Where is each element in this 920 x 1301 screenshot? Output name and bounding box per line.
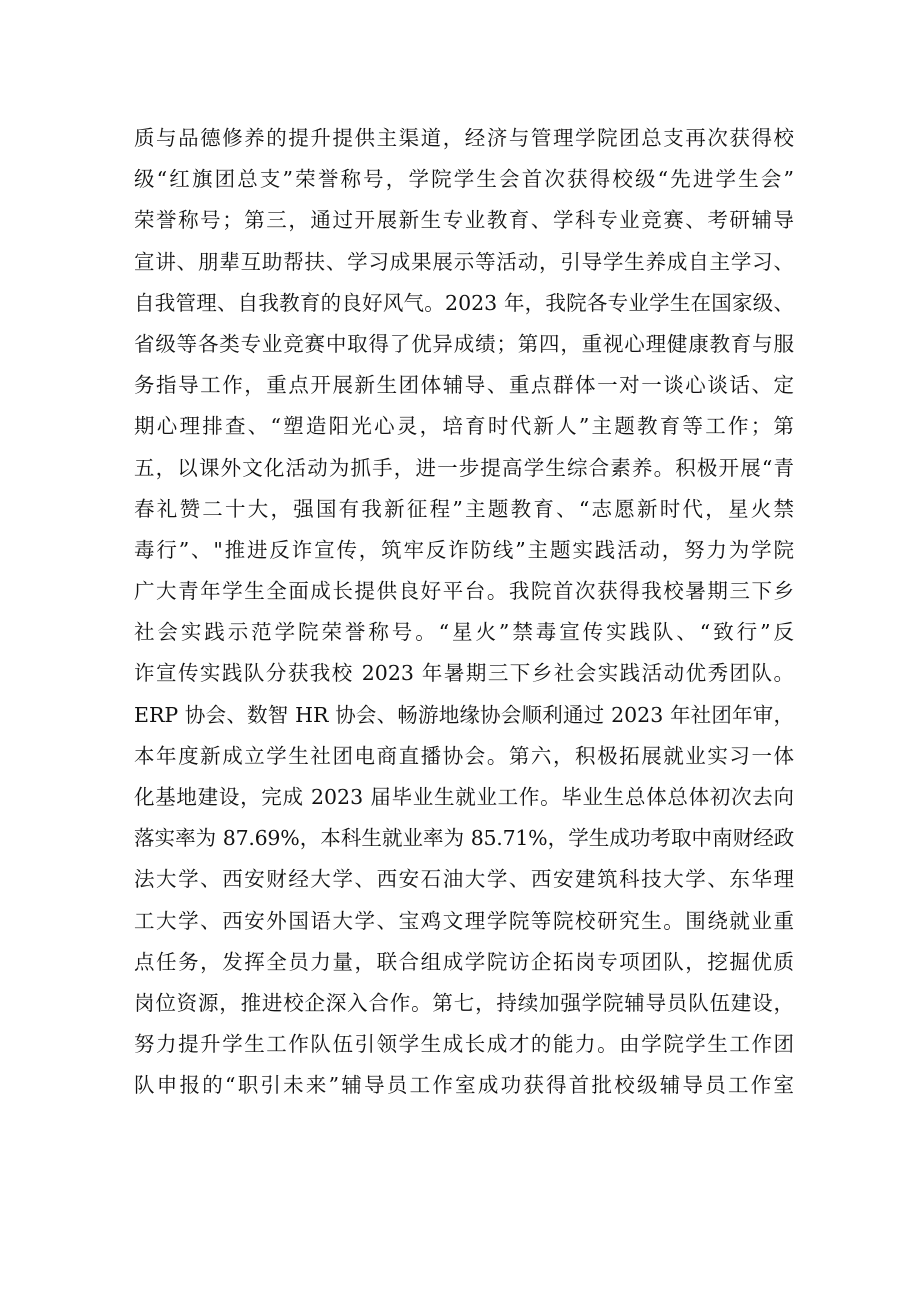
text-line: 诈宣传实践队分获我校 2023 年暑期三下乡社会实践活动优秀团队。 <box>134 661 794 686</box>
text-line: ERP 协会、数智 HR 协会、畅游地缘协会顺利通过 2023 年社团年审， <box>134 702 794 727</box>
text-line: 质与品德修养的提升提供主渠道，经济与管理学院团总支再次获得校 <box>134 126 794 150</box>
text-line: 法大学、西安财经大学、西安石油大学、西安建筑科技大学、东华理 <box>134 867 794 892</box>
text-line: 点任务，发挥全员力量，联合组成学院访企拓岗专项团队，挖掘优质 <box>134 949 794 974</box>
text-line: 本年度新成立学生社团电商直播协会。第六，积极拓展就业实习一体 <box>134 743 794 768</box>
text-line: 广大青年学生全面成长提供良好平台。我院首次获得我校暑期三下乡 <box>134 579 794 604</box>
text-line: 落实率为 87.69%，本科生就业率为 85.71%，学生成功考取中南财经政 <box>134 826 794 851</box>
body-paragraph <box>134 118 794 1107</box>
text-line: 春礼赞二十大，强国有我新征程”主题教育、“志愿新时代，星火禁 <box>134 496 794 521</box>
text-line: 省级等各类专业竞赛中取得了优异成绩；第四，重视心理健康教育与服 <box>134 331 794 356</box>
text-line: 岗位资源，推进校企深入合作。第七，持续加强学院辅导员队伍建设， <box>134 990 794 1015</box>
text-line: 队申报的“职引未来”辅导员工作室成功获得首批校级辅导员工作室 <box>134 1073 794 1098</box>
text-line: 社会实践示范学院荣誉称号。“星火”禁毒宣传实践队、“致行”反 <box>134 620 794 645</box>
text-line: 工大学、西安外国语大学、宝鸡文理学院等院校研究生。围绕就业重 <box>134 908 794 933</box>
text-line: 努力提升学生工作队伍引领学生成长成才的能力。由学院学生工作团 <box>134 1032 794 1057</box>
text-line: 级“红旗团总支”荣誉称号，学院学生会首次获得校级“先进学生会” <box>134 167 794 192</box>
text-line: 五，以课外文化活动为抓手，进一步提高学生综合素养。积极开展“青 <box>134 455 794 480</box>
text-line: 荣誉称号；第三，通过开展新生专业教育、学科专业竞赛、考研辅导 <box>134 208 794 233</box>
text-line: 务指导工作，重点开展新生团体辅导、重点群体一对一谈心谈话、定 <box>134 373 794 398</box>
text-line: 期心理排查、“塑造阳光心灵，培育时代新人”主题教育等工作；第 <box>134 414 794 439</box>
text-line: 毒行”、"推进反诈宣传，筑牢反诈防线”主题实践活动，努力为学院 <box>134 537 794 562</box>
text-line: 自我管理、自我教育的良好风气。2023 年，我院各专业学生在国家级、 <box>134 290 794 315</box>
text-line: 化基地建设，完成 2023 届毕业生就业工作。毕业生总体总体初次去向 <box>134 785 794 809</box>
text-line: 宣讲、朋辈互助帮扶、学习成果展示等活动，引导学生养成自主学习、 <box>134 249 794 274</box>
